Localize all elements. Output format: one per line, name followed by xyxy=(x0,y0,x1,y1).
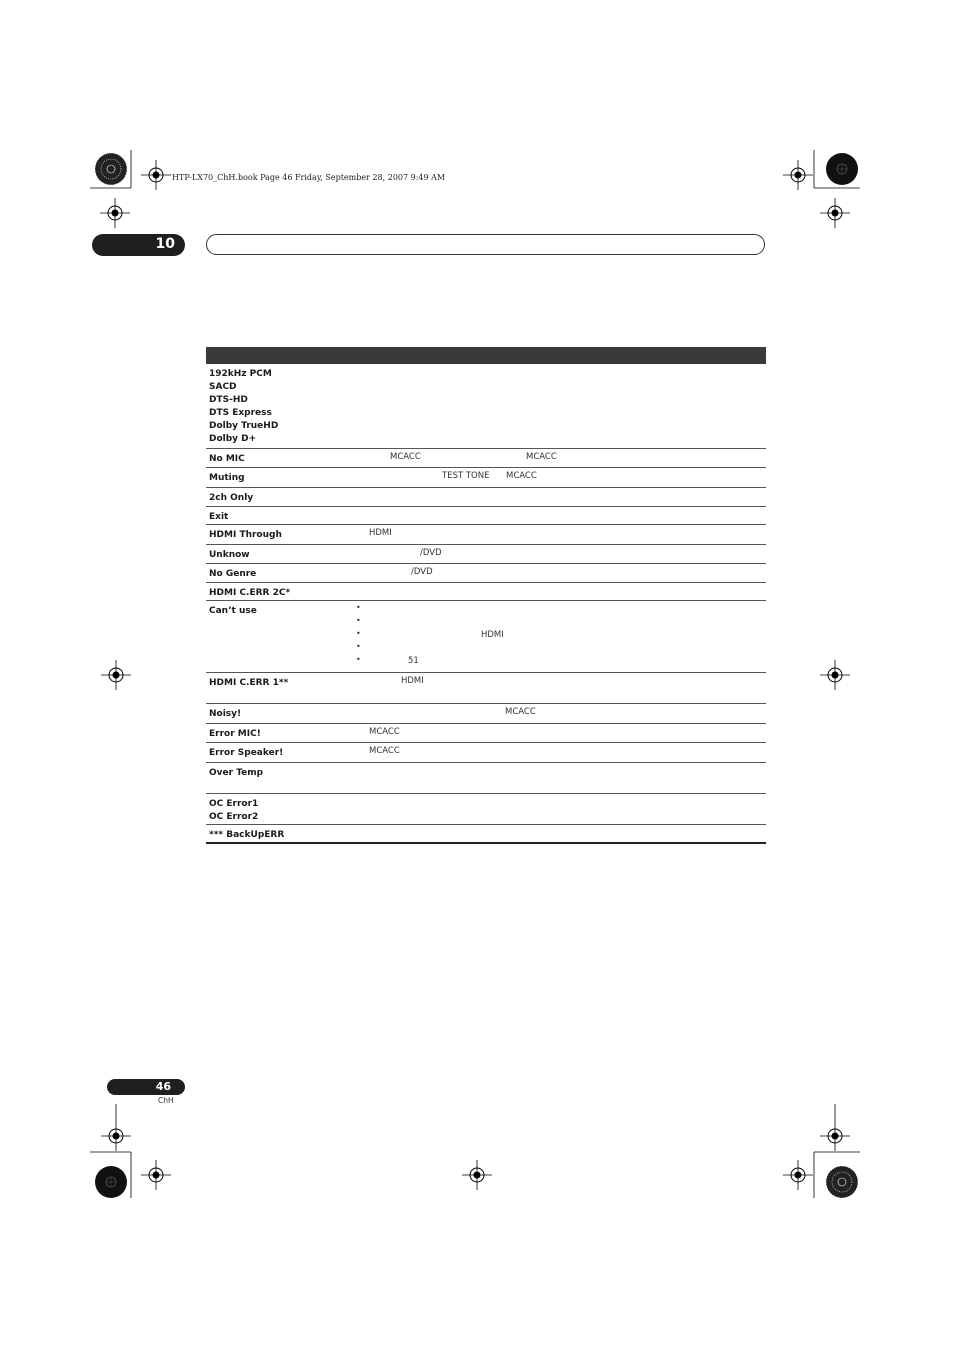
message-code: HDMI C.ERR 1** xyxy=(209,678,289,688)
message-code: Error MIC! xyxy=(209,729,261,739)
table-row xyxy=(206,507,766,525)
page-language-code: ChH xyxy=(158,1096,174,1105)
bullet-marker: • xyxy=(356,629,361,638)
table-row xyxy=(206,364,766,449)
table-row xyxy=(206,564,766,583)
message-code: HDMI Through xyxy=(209,530,282,540)
message-code: No MIC xyxy=(209,454,245,464)
description-fragment: HDMI xyxy=(401,676,424,686)
message-code: Noisy! xyxy=(209,709,242,719)
table-header xyxy=(206,347,766,364)
description-fragment: HDMI xyxy=(481,630,504,640)
message-table xyxy=(206,347,766,844)
message-code: Dolby TrueHD xyxy=(209,421,279,431)
message-code: DTS-HD xyxy=(209,395,248,405)
message-code: *** BackUpERR xyxy=(209,830,285,840)
table-row xyxy=(206,724,766,743)
book-file-header: HTP-LX70_ChH.book Page 46 Friday, September 28, 2007 9:49 AM xyxy=(172,173,446,182)
message-code: HDMI C.ERR 2C* xyxy=(209,588,291,598)
description-fragment: MCACC xyxy=(369,727,400,737)
table-row xyxy=(206,743,766,763)
message-code: Over Temp xyxy=(209,768,264,778)
description-fragment: MCACC xyxy=(526,452,557,462)
table-row xyxy=(206,794,766,825)
message-code: Can’t use xyxy=(209,606,257,616)
chapter-number: 10 xyxy=(155,236,175,252)
table-row xyxy=(206,545,766,564)
description-fragment: /DVD xyxy=(411,567,433,577)
table-row xyxy=(206,449,766,468)
message-code: 192kHz PCM xyxy=(209,369,272,379)
table-row xyxy=(206,763,766,794)
table-row xyxy=(206,583,766,601)
message-code: OC Error1 xyxy=(209,799,259,809)
message-code: DTS Express xyxy=(209,408,272,418)
message-code: Dolby D+ xyxy=(209,434,257,444)
message-code: Muting xyxy=(209,473,245,483)
bullet-marker: • xyxy=(356,603,361,612)
chapter-tab xyxy=(92,234,185,256)
table-row xyxy=(206,525,766,545)
message-code: SACD xyxy=(209,382,237,392)
bullet-marker: • xyxy=(356,655,361,664)
table-row xyxy=(206,468,766,488)
message-code: Error Speaker! xyxy=(209,748,284,758)
bullet-marker: • xyxy=(356,616,361,625)
table-row xyxy=(206,488,766,507)
message-code: OC Error2 xyxy=(209,812,259,822)
bullet-marker: • xyxy=(356,642,361,651)
description-fragment: MCACC xyxy=(390,452,421,462)
description-fragment: MCACC xyxy=(506,471,537,481)
table-row xyxy=(206,704,766,724)
message-code: 2ch Only xyxy=(209,493,254,503)
table-row xyxy=(206,825,766,844)
chapter-title-bar xyxy=(206,234,765,255)
page-number-tab xyxy=(107,1079,185,1095)
table-row xyxy=(206,673,766,704)
message-code: No Genre xyxy=(209,569,257,579)
message-code: Unknow xyxy=(209,550,250,560)
description-fragment: /DVD xyxy=(420,548,442,558)
description-fragment: TEST TONE xyxy=(442,471,490,481)
page-number: 46 xyxy=(155,1080,171,1093)
table-row xyxy=(206,601,766,673)
message-code: Exit xyxy=(209,512,229,522)
description-fragment: MCACC xyxy=(505,707,536,717)
description-fragment: MCACC xyxy=(369,746,400,756)
description-fragment: HDMI xyxy=(369,528,392,538)
description-fragment: 51 xyxy=(408,656,419,666)
